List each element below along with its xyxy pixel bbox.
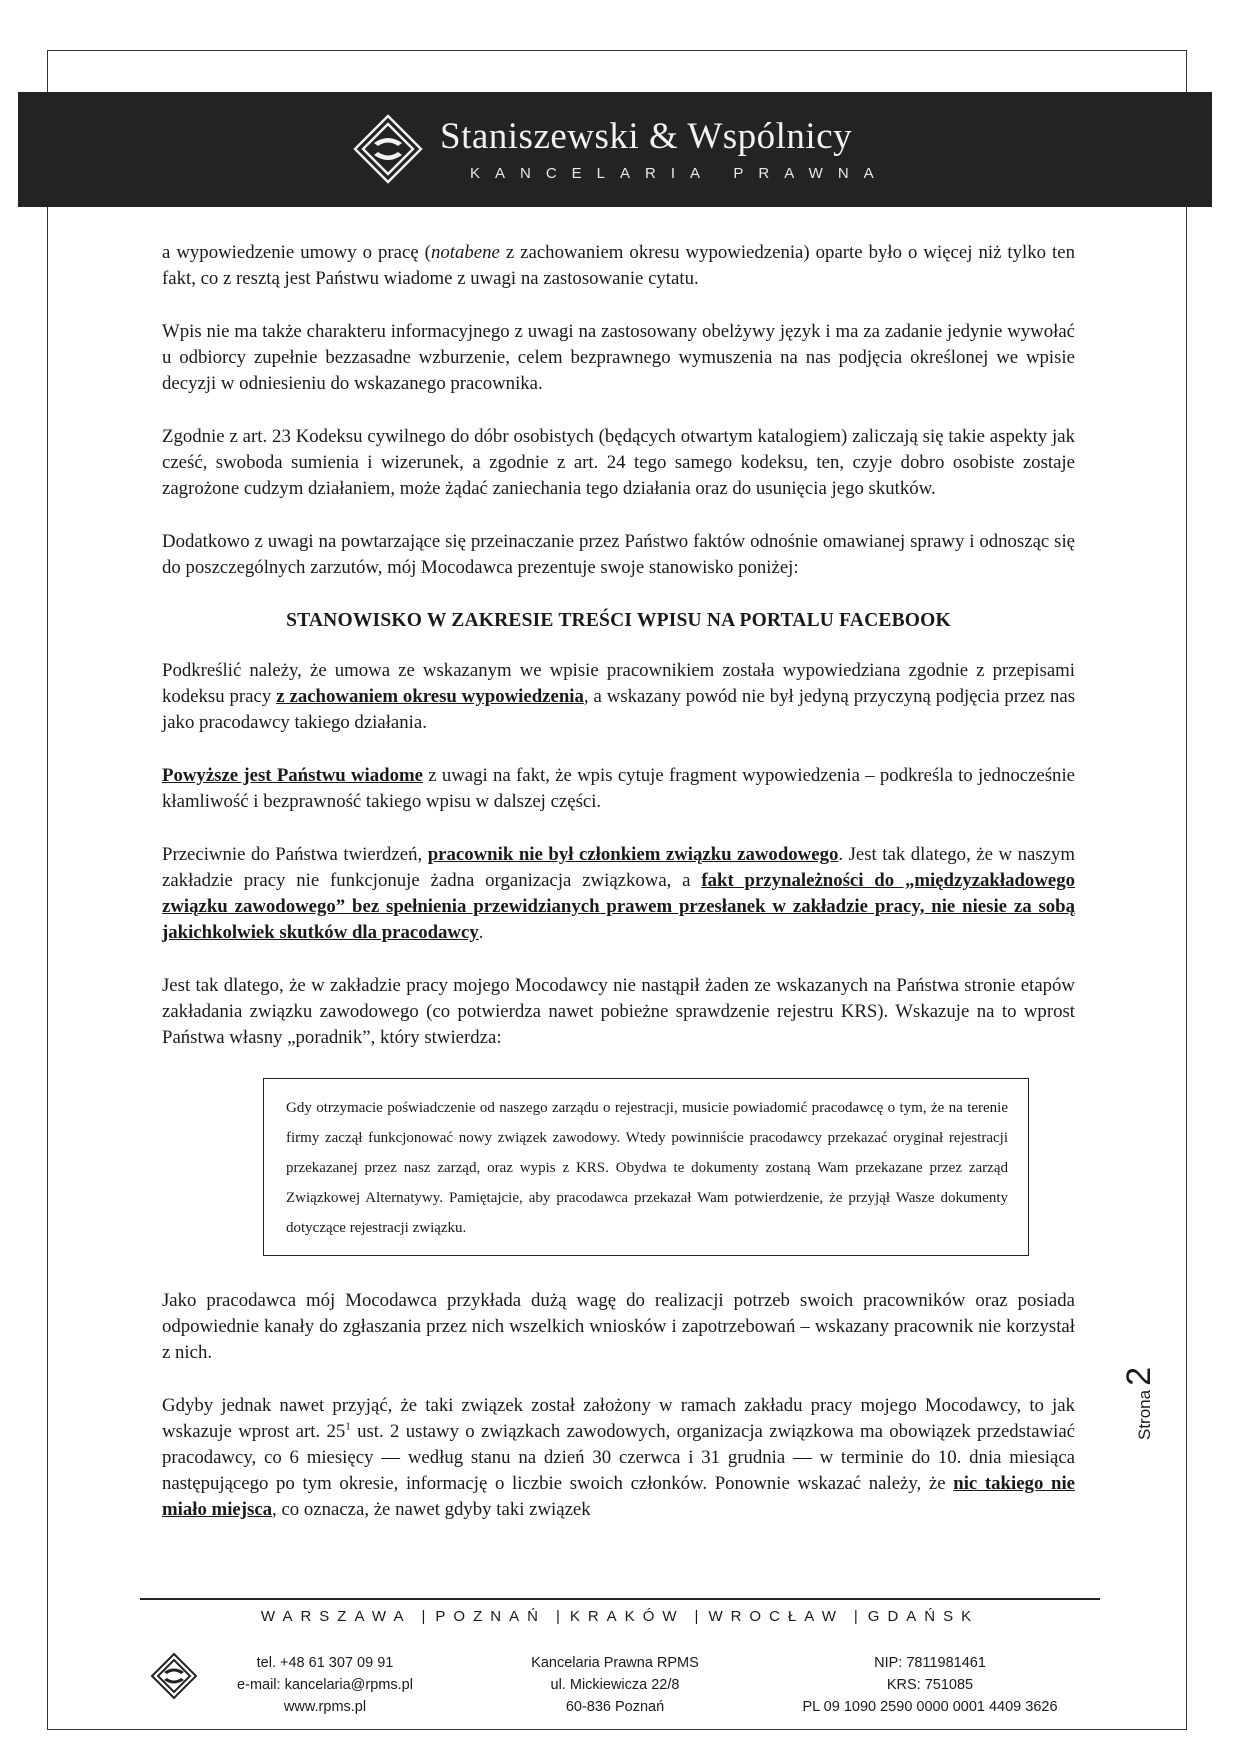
footer-email: e-mail: kancelaria@rpms.pl	[237, 1677, 413, 1693]
footer-bank-account: PL 09 1090 2590 0000 0001 4409 3626	[802, 1699, 1058, 1715]
paragraph-6: Powyższe jest Państwu wiadome z uwagi na fakt, że wpis cytuje fragment wypowiedzenia – podkreśla to jednocześnie kłamliwość i bezprawność takiego wpisu w dalszej części.	[162, 765, 1075, 812]
section-heading: STANOWISKO W ZAKRESIE TREŚCI WPISU NA PORTALU FACEBOOK	[286, 610, 951, 631]
footer-address	[500, 1652, 730, 1718]
letterhead-brand	[352, 103, 912, 198]
footer-city: 60-836 Poznań	[565, 1699, 665, 1715]
footer-logo-icon	[150, 1652, 198, 1700]
firm-name: Staniszewski & Wspólnicy	[440, 116, 853, 157]
emphasis-known: Powyższe jest Państwu wiadome	[162, 765, 423, 786]
emphasis-not-member: pracownik nie był członkiem związku zawodowego	[427, 844, 839, 865]
emphasis-membership-fact: fakt przynależności do „międzyzakładowego związku zawodowego” bez spełnienia przewidzianych prawem przesłanek w zakładzie pracy, nie niesie za sobą jakichkolwiek skutków dla pracodawcy	[162, 870, 1076, 943]
footer-nip: NIP: 7811981461	[874, 1655, 986, 1671]
paragraph-1: a wypowiedzenie umowy o pracę (notabene z zachowaniem okresu wypowiedzenia) oparte było o więcej niż tylko ten fakt, co z resztą jest Państwu wiadome z uwagi na zastosowanie cytatu.	[162, 242, 1075, 289]
paragraph-9: Jako pracodawca mój Mocodawca przykłada dużą wagę do realizacji potrzeb swoich pracowników oraz posiada odpowiednie kanały do zgłaszania przez nich wszelkich wniosków i zapotrzebowań – wskazany pracownik nie korzystał z nich.	[162, 1290, 1075, 1363]
quoted-guide-box: Gdy otrzymacie poświadczenie od naszego zarządu o rejestracji, musicie powiadomić pracodawcę o tym, że na terenie firmy zaczął funkcjonować nowy związek zawodowy. Wtedy powinniście pracodawcy przekazać oryginał rejestracji przekazanej przez nasz zarząd, oraz wypis z KRS. Obydwa te dokumenty zostaną Wam przekazane przez zarząd Związkowej Alternatywy. Pamiętajcie, aby pracodawca przekazał Wam potwierdzenie, że przyjął Wasze dokumenty dotyczące rejestracji związku.	[263, 1078, 1029, 1256]
city-warszawa: WARSZAWA	[260, 1608, 412, 1625]
firm-tagline: KANCELARIA PRAWNA	[470, 165, 889, 182]
paragraph-2: Wpis nie ma także charakteru informacyjnego z uwagi na zastosowany obelżywy język i ma za zadanie jedynie wywołać u odbiorcy zupełnie bezzasadne wzburzenie, celem bezprawnego wymuszenia na nas podjęcia określonej we wpisie decyzji w odniesieniu do wskazanego pracownika.	[162, 321, 1075, 394]
footer-website: www.rpms.pl	[283, 1699, 367, 1715]
paragraph-4: Dodatkowo z uwagi na powtarzające się przeinaczanie przez Państwo faktów odnośnie omawianej sprawy i odnosząc się do poszczególnych zarzutów, mój Mocodawca prezentuje swoje stanowisko poniżej:	[162, 531, 1075, 578]
city-gdansk: GDAŃSK	[867, 1608, 980, 1625]
page-number: 2	[1120, 1366, 1158, 1386]
article-superscript: 1	[345, 1420, 351, 1433]
firm-logo-icon	[352, 113, 424, 185]
city-krakow: KRAKÓW	[569, 1608, 685, 1625]
page-number-label	[1120, 1340, 1160, 1440]
paragraph-3: Zgodnie z art. 23 Kodeksu cywilnego do dóbr osobistych (będących otwartym katalogiem) zaliczają się takie aspekty jak cześć, swoboda sumienia i wizerunek, a zgodnie z art. 24 tego samego kodeksu, ten, czyje dobro osobiste zostaje zagrożone cudzym działaniem, może żądać zaniechania tego działania oraz do usunięcia jego skutków.	[162, 426, 1075, 499]
notabene-term: notabene	[430, 242, 500, 263]
footer-cities: WARSZAWA | POZNAŃ | KRAKÓW | WROCŁAW | GDAŃSK	[260, 1608, 980, 1625]
paragraph-8: Jest tak dlatego, że w zakładzie pracy mojego Mocodawcy nie nastąpił żaden ze wskazanych na Państwa stronie etapów zakładania związku zawodowego (co potwierdza nawet pobieżne sprawdzenie rejestru KRS). Wskazuje na to wprost Państwa własny „poradnik”, który stwierdza:	[162, 975, 1075, 1048]
footer-street: ul. Mickiewicza 22/8	[550, 1677, 680, 1693]
footer-contact	[210, 1652, 440, 1718]
city-poznan: POZNAŃ	[435, 1608, 546, 1625]
paragraph-10: Gdyby jednak nawet przyjąć, że taki związek został założony w ramach zakładu pracy mojego Mocodawcy, to jak wskazuje wprost art. $25^1$ ust. 2 ustawy o związkach zawodowych, organizacja związkowa ma obowiązek przedstawiać pracodawcy, co 6 miesięcy — według stanu na dzień 30 czerwca i 31 grudnia — w terminie do 10. dnia miesiąca następującego po tym okresie, informację o liczbie swoich członków. Ponownie wskazać należy, że nic takiego nie miało miejsca, co oznacza, że nawet gdyby taki związek	[162, 1395, 1075, 1520]
emphasis-notice-period: z zachowaniem okresu wypowiedzenia	[276, 686, 584, 707]
page-word: Strona	[1135, 1389, 1154, 1440]
paragraph-5: Podkreślić należy, że umowa ze wskazanym we wpisie pracownikiem została wypowiedziana zgodnie z przepisami kodeksu pracy z zachowaniem okresu wypowiedzenia, a wskazany powód nie był jedyną przyczyną podjęcia przez nas jako pracodawcy takiego działania.	[162, 660, 1075, 733]
footer-divider	[140, 1598, 1100, 1600]
footer-phone: tel. +48 61 307 09 91	[256, 1655, 394, 1671]
footer-firm: Kancelaria Prawna RPMS	[531, 1655, 699, 1671]
paragraph-7: Przeciwnie do Państwa twierdzeń, pracownik nie był członkiem związku zawodowego. Jest tak dlatego, że w naszym zakładzie pracy nie funkcjonuje żadna organizacja związkowa, a fakt przynależności do „międzyzakładowego związku zawodowego” bez spełnienia przewidzianych prawem przesłanek w zakładzie pracy, nie niesie za sobą jakichkolwiek skutków dla pracodawcy.	[162, 844, 1076, 943]
footer-registry	[770, 1652, 1090, 1718]
city-wroclaw: WROCŁAW	[708, 1608, 844, 1625]
footer-krs: KRS: 751085	[886, 1677, 974, 1693]
emphasis-nothing-happened: nic takiego nie miało miejsca	[162, 1473, 1075, 1520]
letter-body	[162, 240, 1075, 1523]
